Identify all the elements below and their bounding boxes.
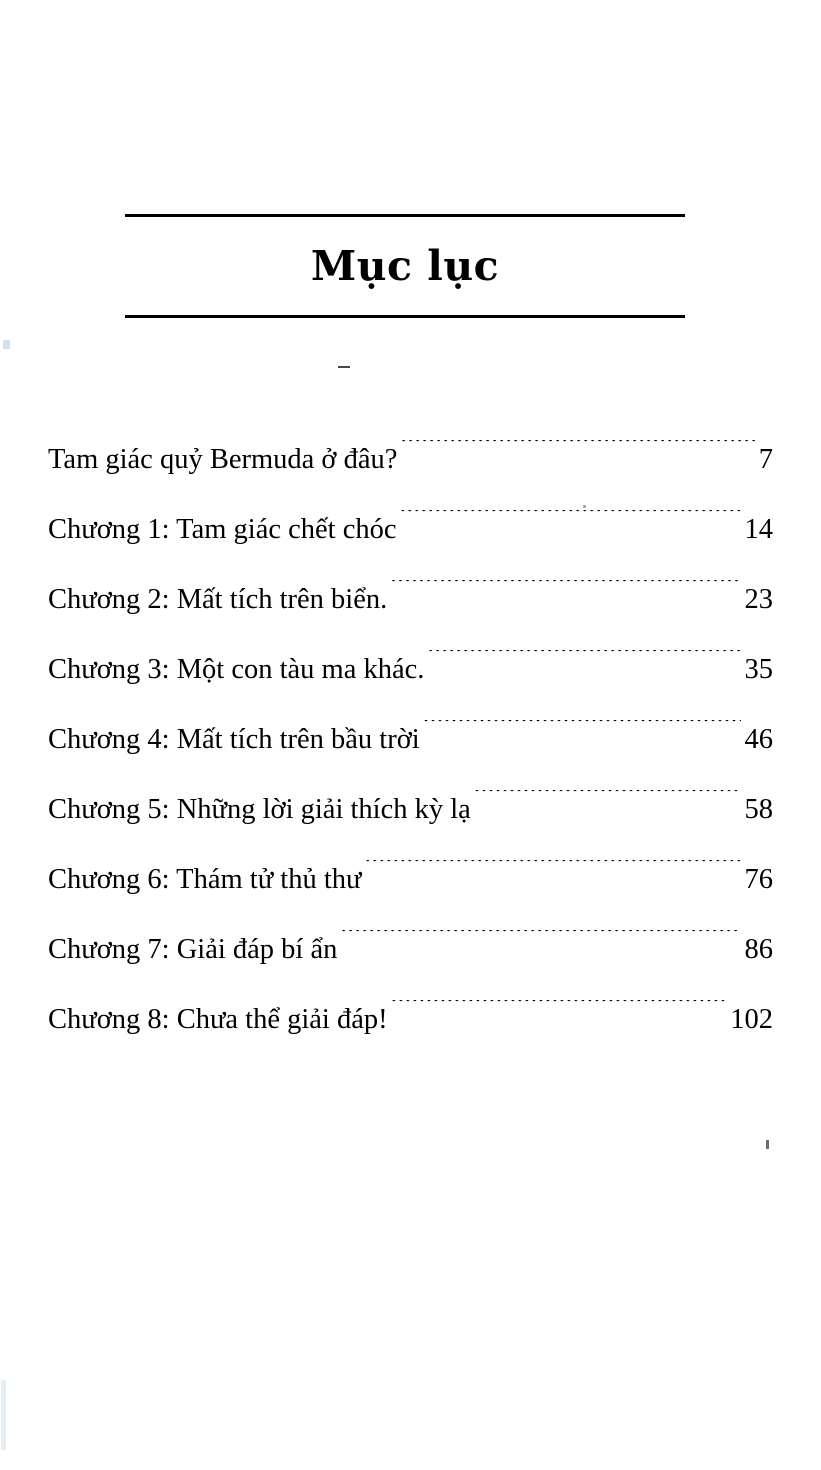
scan-artifact-left-lower <box>1 1380 6 1450</box>
toc-leader-dots <box>400 510 741 539</box>
toc-entry-label: Chương 3: Một con tàu ma khác. <box>48 654 425 685</box>
list-item[interactable] <box>48 425 773 495</box>
toc-entry-page: 14 <box>744 514 773 545</box>
toc-entry-page: 46 <box>744 724 773 755</box>
toc-entry-page: 76 <box>744 864 773 895</box>
toc-leader-dots <box>390 580 740 609</box>
toc-entry-label: Chương 4: Mất tích trên bầu trời <box>48 724 420 755</box>
list-item[interactable] <box>48 845 773 915</box>
toc-leader-dots <box>423 720 741 749</box>
dash-ornament <box>338 366 350 368</box>
toc-leader-dots <box>474 790 741 819</box>
scan-artifact-left <box>3 340 10 349</box>
toc-entry-label: Chương 2: Mất tích trên biển. <box>48 584 388 615</box>
toc-entry-page: 86 <box>744 934 773 965</box>
toc-entry-label: Chương 6: Thám tử thủ thư <box>48 864 362 895</box>
toc-leader-dots <box>427 650 740 679</box>
toc-leader-dots <box>391 1000 727 1029</box>
list-item[interactable] <box>48 495 773 565</box>
page-title: Mục lục <box>310 241 500 290</box>
title-block <box>125 214 685 318</box>
list-item[interactable] <box>48 635 773 705</box>
toc-leader-dots <box>340 930 740 959</box>
toc-entry-label: Tam giác quỷ Bermuda ở đâu? <box>48 444 398 475</box>
title-rule-bottom <box>125 315 685 318</box>
toc-entry-page: 102 <box>730 1004 773 1035</box>
toc-leader-dots <box>400 440 754 469</box>
toc-entry-label: Chương 5: Những lời giải thích kỳ lạ <box>48 794 471 825</box>
list-item[interactable] <box>48 775 773 845</box>
toc-entry-label: Chương 8: Chưa thể giải đáp! <box>48 1004 388 1035</box>
toc-entry-page: 58 <box>744 794 773 825</box>
toc-entry-page: 7 <box>758 444 773 475</box>
table-of-contents <box>48 425 773 1055</box>
list-item[interactable] <box>48 985 773 1055</box>
toc-leader-dots <box>364 860 740 889</box>
title-inner <box>125 217 685 315</box>
toc-entry-page: 23 <box>744 584 773 615</box>
scan-speck-right <box>766 1140 769 1149</box>
list-item[interactable] <box>48 705 773 775</box>
toc-entry-label: Chương 1: Tam giác chết chóc <box>48 514 397 545</box>
list-item[interactable] <box>48 915 773 985</box>
list-item[interactable] <box>48 565 773 635</box>
toc-entry-page: 35 <box>744 654 773 685</box>
toc-entry-label: Chương 7: Giải đáp bí ẩn <box>48 934 338 965</box>
